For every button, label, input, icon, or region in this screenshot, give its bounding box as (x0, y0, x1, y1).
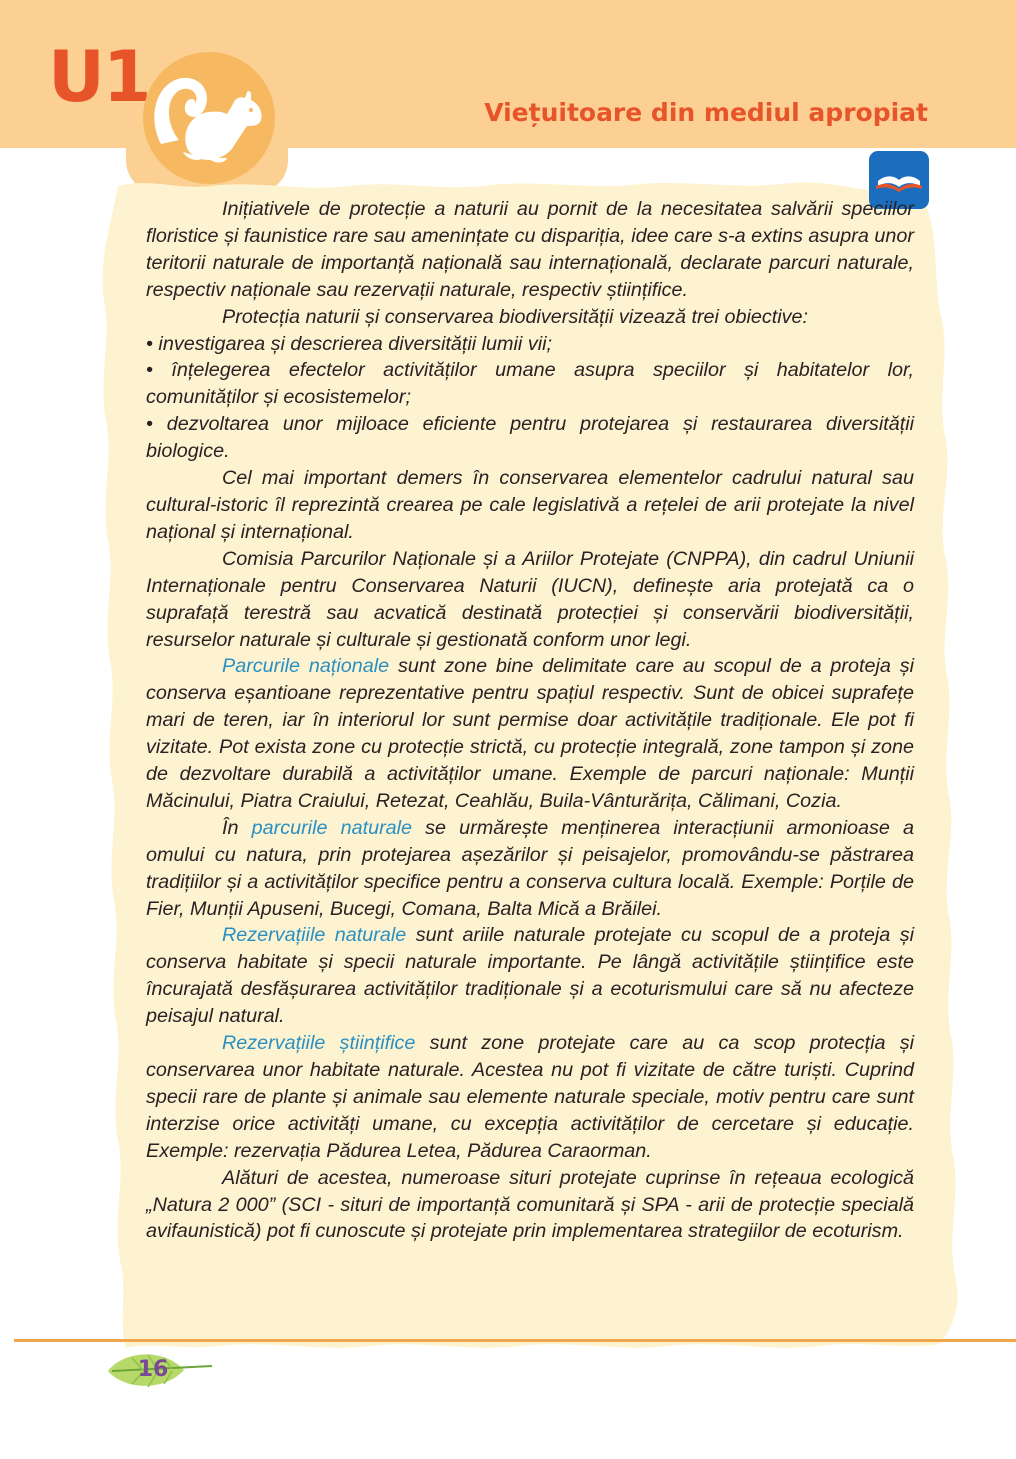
unit-code: U1 (48, 36, 150, 118)
bullet-item: • investigarea și descrierea diversității lumii vii; (146, 332, 552, 355)
term-parcuri-naturale: parcurile naturale (251, 816, 413, 839)
paragraph-cnppa: Comisia Parcurilor Naționale și a Ariilor Protejate (CNPPA), din cadrul Uniunii Internaționale pentru Conservarea Naturii (IUCN), definește aria protejată ca o suprafață terestră sau acvatică destinată protecției și conservării biodiversității, resurselor naturale și culturale și gestionată conform unor legi. (146, 547, 914, 651)
footer-rule (14, 1339, 1016, 1342)
body-text (146, 196, 914, 1245)
term-rezervatii-stiintifice: Rezervațiile științifice (222, 1032, 416, 1055)
paragraph-text: sunt ariile naturale protejate cu scopul de a proteja și conserva habitate și specii naturale importante. Pe lângă activitățile științifice este încurajată desfășurarea activităților tradiționale și a ecoturismului care să nu afecteze peisajul natural. (146, 924, 915, 1028)
term-rezervatii-naturale: Rezervațiile naturale (222, 924, 407, 947)
bullet-item: • înțelegerea efectelor activităților umane asupra speciilor și habitatelor lor, comunităților și ecosistemelor; (146, 359, 914, 409)
paragraph-parcuri-naturale (146, 815, 914, 923)
page-number: 16 (137, 1357, 169, 1382)
paragraph-parcuri-nationale (146, 653, 914, 814)
paragraph-natura-2000: Alături de acestea, numeroase situri protejate cuprinse în rețeaua ecologică „Natura 2 000” (SCI - situri de importanță comunitară și SPA - arii de protecție specială avifaunistică) pot fi cunoscute și protejate prin implementarea strategiilor de ecoturism. (146, 1166, 914, 1243)
paragraph-rezervatii-naturale (146, 922, 914, 1030)
paragraph-text: În (222, 816, 252, 839)
paragraph-text: sunt zone bine delimitate care au scopul de a proteja și conserva eșantioane reprezentative pentru spațiul respectiv. Sunt de obicei suprafețe mari de teren, iar în interiorul lor sunt permise doar activitățile tradiționale. Ele pot fi vizitate. Pot exista zone cu protecție strictă, cu protecție integrală, zone tampon și zone de dezvoltare durabilă a activităților umane. Exemple de parcuri naționale: Munții Măcinului, Piatra Craiului, Retezat, Ceahlău, Buila-Vânturărița, Călimani, Cozia. (146, 655, 915, 812)
term-parcuri-nationale: Parcurile naționale (222, 655, 390, 678)
bullet-item: • dezvoltarea unor mijloace eficiente pentru protejarea și restaurarea diversității biologice. (146, 413, 914, 463)
paragraph-rezervatii-stiintifice (146, 1030, 914, 1165)
paragraph-demers: Cel mai important demers în conservarea elementelor cadrului natural sau cultural-istoric îl reprezintă crearea pe cale legislativă a rețelei de arii protejate la nivel național și internațional. (146, 467, 914, 543)
paragraph-text: se urmărește menținerea interacțiunii armonioase a omului cu natura, prin protejarea așezărilor și peisajelor, promovându-se păstrarea tradițiilor și a activităților specifice pentru a conserva cultura locală. Exemple: Porțile de Fier, Munții Apuseni, Bucegi, Comana, Balta Mică a Brăilei. (146, 816, 914, 920)
paragraph-objectives: Protecția naturii și conservarea biodiversității vizează trei obiective: (222, 305, 809, 328)
paragraph-text: sunt zone protejate care au ca scop protecția și conservarea unor habitate naturale. Acestea nu pot fi vizitate de către turiști. Cuprind specii rare de plante și animale sau elemente naturale speciale, motiv pentru care sunt interzise orice activități umane, cu excepția activităților de cercetare și educație. Exemple: rezervația Pădurea Letea, Pădurea Caraorman. (146, 1032, 915, 1162)
unit-title: Viețuitoare din mediul apropiat (484, 98, 928, 127)
paragraph-intro: Inițiativele de protecție a naturii au pornit de la necesitatea salvării speciilor floristice și faunistice rare sau amenințate cu dispariția, idee care s-a extins asupra unor teritorii naturale de importanță națională sau internațională, declarate parcuri naturale, respectiv naționale sau rezervații naturale, respectiv științifice. (146, 198, 914, 301)
